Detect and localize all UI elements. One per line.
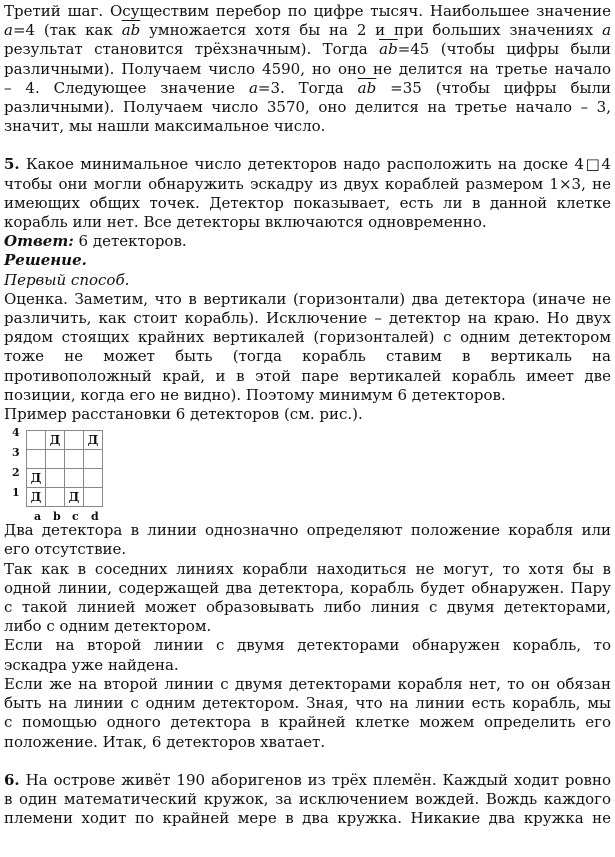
text-line: Пример расстановки 6 детекторов (см. рис.). — [4, 405, 363, 424]
solution-label: Решение. — [4, 251, 87, 270]
text-line: Так как в соседних линиях корабли находиться не могут, то хотя бы в — [4, 559, 611, 578]
text-line: Оценка. Заметим, что в вертикали (горизонтали) два детектора (иначе не — [4, 289, 611, 308]
text-line: различными). Получаем число 3570, оно делится на третье начало – 3, — [4, 98, 611, 117]
grid-cell — [84, 488, 103, 507]
text-line: эскадра уже найдена. — [4, 655, 179, 674]
grid-cell — [27, 450, 46, 469]
text-line: либо с одним детектором. — [4, 617, 212, 636]
grid-cell — [65, 431, 84, 450]
task-5 — [4, 155, 611, 751]
text-line — [4, 79, 611, 98]
spacer — [4, 752, 611, 771]
text-span: результат становится трёхзначным). Тогда — [4, 40, 380, 59]
text-line: значит, мы нашли максимальное число. — [4, 117, 326, 136]
grid-cell — [84, 469, 103, 488]
text-span: На острове живёт 190 аборигенов из трёх племён. Каждый ходит ровно — [19, 770, 611, 789]
grid-cell — [46, 488, 65, 507]
var-a: a — [248, 78, 258, 97]
text-line: с такой линией может образовывать либо линия с двумя детекторами, — [4, 598, 611, 617]
text-line: племени ходит по крайней мере в два кружка. Никакие два кружка не — [4, 809, 611, 828]
text-line: тоже не может быть (тогда корабль ставим в вертикаль на — [4, 347, 611, 366]
grid-cell: Д — [84, 431, 103, 450]
text-line — [4, 21, 611, 40]
text-span: – 4. Следующее значение — [4, 78, 249, 97]
grid-cell — [46, 450, 65, 469]
text-line: положение. Итак, 6 детекторов хватает. — [4, 732, 326, 751]
grid-cell: Д — [65, 488, 84, 507]
task-number: 5. — [4, 155, 20, 174]
grid-cell — [65, 469, 84, 488]
text-span: Какое минимальное число детекторов надо расположить на доске 4□4 — [19, 155, 611, 174]
method-heading — [4, 271, 611, 290]
row-label: 4 — [12, 426, 20, 440]
text-line: имеющих общих точек. Детектор показывает, есть ли в данной клетке — [4, 193, 611, 212]
var-a: a — [4, 21, 13, 40]
text-span: =4 (так как — [12, 21, 122, 40]
var-ab: $\overline{ab}$ — [121, 21, 141, 40]
grid-cell — [27, 431, 46, 450]
col-label: c — [72, 510, 79, 524]
row-label: 3 — [12, 446, 20, 460]
text-span: умножается хотя бы на 2 и при больших значениях — [140, 21, 603, 40]
text-line — [4, 40, 611, 59]
text-line — [4, 155, 611, 174]
col-label: a — [34, 510, 42, 524]
text-line: различными). Получаем число 4590, но оно не делится на третье начало — [4, 59, 611, 78]
detector-grid-figure — [6, 426, 611, 524]
row-label: 1 — [12, 486, 20, 500]
task-number: 6. — [4, 770, 20, 789]
grid-cell: Д — [27, 488, 46, 507]
text-span: =45 (чтобы цифры были — [397, 40, 612, 59]
grid-cell: Д — [27, 469, 46, 488]
text-line: в один математический кружок, за исключением вождей. Вождь каждого — [4, 789, 611, 808]
text-line: корабль или нет. Все детекторы включаются одновременно. — [4, 213, 487, 232]
solution-heading — [4, 251, 611, 270]
text-line: различить, как стоит корабль). Исключение – детектор на краю. Но двух — [4, 309, 611, 328]
text-line: быть на линии с одним детектором. Зная, что на линии есть корабль, мы — [4, 694, 611, 713]
text-line: одной линии, содержащей два детектора, корабль будет обнаружен. Пару — [4, 578, 611, 597]
text-line: позиции, когда его не видно). Поэтому минимум 6 детекторов. — [4, 385, 506, 404]
text-line: Если же на второй линии с двумя детекторами корабля нет, то он обязан — [4, 674, 611, 693]
col-label: d — [91, 510, 99, 524]
row-label: 2 — [12, 466, 20, 480]
text-line: рядом стоящих крайних вертикалей (горизонталей) с одним детектором — [4, 328, 611, 347]
task-6 — [4, 771, 611, 829]
text-span: =35 (чтобы цифры были — [376, 78, 611, 97]
text-line: Два детектора в линии однозначно определяют положение корабля или — [4, 521, 611, 540]
col-label: b — [53, 510, 61, 524]
detector-grid — [26, 430, 103, 507]
grid-cell — [84, 450, 103, 469]
text-line: противоположный край, и в этой паре вертикалей корабль имеет две — [4, 366, 611, 385]
grid-cell — [46, 469, 65, 488]
var-a: a — [602, 21, 612, 40]
grid-cell — [65, 450, 84, 469]
var-ab: $\overline{ab}$ — [357, 78, 377, 97]
answer-text: 6 детекторов. — [73, 232, 187, 251]
text-line: Если на второй линии с двумя детекторами обнаружен корабль, то — [4, 636, 611, 655]
var-ab: $\overline{ab}$ — [379, 40, 398, 59]
answer-line — [4, 232, 611, 251]
text-line: Третий шаг. Осуществим перебор по цифре тысяч. Наибольшее значение — [4, 2, 611, 20]
text-line: с помощью одного детектора в крайней клетке можем определить его — [4, 713, 611, 732]
grid-cell: Д — [46, 431, 65, 450]
text-line: чтобы они могли обнаружить эскадру из двух кораблей размером 1×3, не — [4, 174, 611, 193]
text-line: его отсутствие. — [4, 540, 127, 559]
method-label: Первый способ. — [4, 270, 130, 289]
text-span: =3. Тогда — [257, 78, 358, 97]
spacer — [4, 136, 611, 155]
paragraph-step-three — [4, 2, 611, 136]
answer-label: Ответ: — [4, 232, 74, 251]
text-line — [4, 771, 611, 790]
